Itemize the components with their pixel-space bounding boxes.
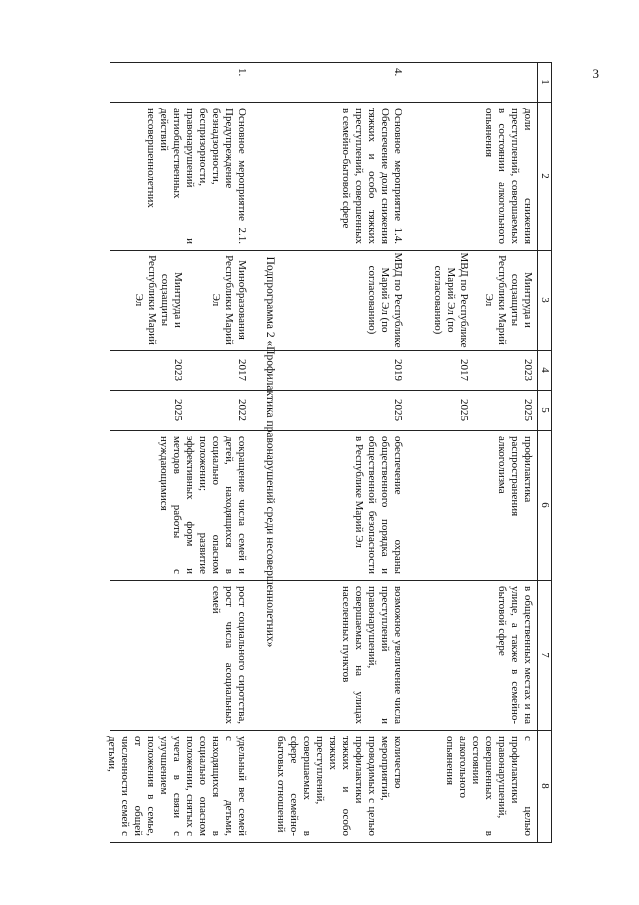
row1-measure: Основное мероприятие 2.1. Предупреждение безнадзорности, беспризорности, правонарушений и антиобщественных действий несовершеннолетних xyxy=(145,108,248,244)
cont-row-start-1: 2023 xyxy=(522,359,534,381)
header-col-6: 6 xyxy=(539,502,551,508)
row4-number: 4. xyxy=(392,68,404,77)
header-col-2: 2 xyxy=(539,173,551,179)
row1-start-1: 2017 xyxy=(236,359,248,381)
cont-row-end-1: 2025 xyxy=(522,399,534,421)
row4-indicator: количество мероприятий, проводимых с целью профилактики тяжких и особо тяжких преступлений, совершаемых в сфере семейно-бытовых отношений xyxy=(275,736,404,836)
row4-executor: МВД по Республике Марий Эл (по согласованию) xyxy=(366,252,404,348)
cont-row-executor-1: Минтруда и соцзащиты Республики Марий Эл xyxy=(483,255,534,345)
row1-executor-1: Минобразования Республики Марий Эл xyxy=(210,255,248,345)
header-col-5: 5 xyxy=(539,407,551,413)
cont-row-executor-2: МВД по Республике Марий Эл (по согласованию) xyxy=(432,252,470,348)
row4-result: обеспечение охраны общественного порядка и общественной безопасности в Республике Марий Эл xyxy=(353,436,404,574)
row4-start: 2019 xyxy=(392,359,404,381)
header-col-3: 3 xyxy=(539,297,551,303)
header-col-1: 1 xyxy=(539,79,551,85)
page-number: 3 xyxy=(592,66,599,81)
header-col-8: 8 xyxy=(539,783,551,789)
cont-row-consequence: в общественных местах и на улице, а также в семейно-бытовой сфере xyxy=(496,586,534,724)
row4-end: 2025 xyxy=(392,399,404,421)
cont-row-result: профилактика распространения алкоголизма xyxy=(496,436,534,517)
row1-start-2: 2023 xyxy=(172,359,184,381)
row1-executor-2: Минтруда и соцзащиты Республики Марий Эл xyxy=(133,255,184,345)
cont-row-indicator: с целью профилактики правонарушений, совершенных в состоянии алкогольного опьянения xyxy=(444,736,534,836)
cont-row-start-2: 2017 xyxy=(458,359,470,381)
row1-indicator: удельный вес семей с детьми, находящихся в социально опасном положении, снятых с учета в связи с улучшением положения в семье, от общей численности семей с детьми, xyxy=(106,736,248,836)
measures-table xyxy=(106,62,552,842)
row4-measure: Основное мероприятие 1.4. Обеспечение доли снижения тяжких и особо тяжких преступлений, совершенных в семейно-бытовой сфере xyxy=(340,108,404,244)
header-col-7: 7 xyxy=(539,652,551,658)
row1-consequence: рост социального сиротства, рост числа асоциальных семей xyxy=(210,586,248,724)
cont-row-goal: доли снижения преступлений, совершаемых в состоянии алкогольного опьянения xyxy=(483,108,534,244)
row4-consequence: возможное увеличение числа преступлений и правонарушений, совершаемых на улицах населенных пунктов xyxy=(340,586,404,724)
subprogram-title: Подпрограмма 2 «Профилактика правонарушений среди несовершеннолетних» xyxy=(264,256,276,648)
row1-end-2: 2025 xyxy=(172,399,184,421)
row1-number: 1. xyxy=(236,68,248,77)
header-col-4: 4 xyxy=(539,367,551,373)
cont-row-end-2: 2025 xyxy=(458,399,470,421)
row1-result: сокращение числа семей и детей, находящихся в социально опасном положении; развитие эффективных форм и методов работы с нуждающимися xyxy=(158,436,248,574)
rotated-table-page xyxy=(106,62,552,842)
row1-end-1: 2022 xyxy=(236,399,248,421)
